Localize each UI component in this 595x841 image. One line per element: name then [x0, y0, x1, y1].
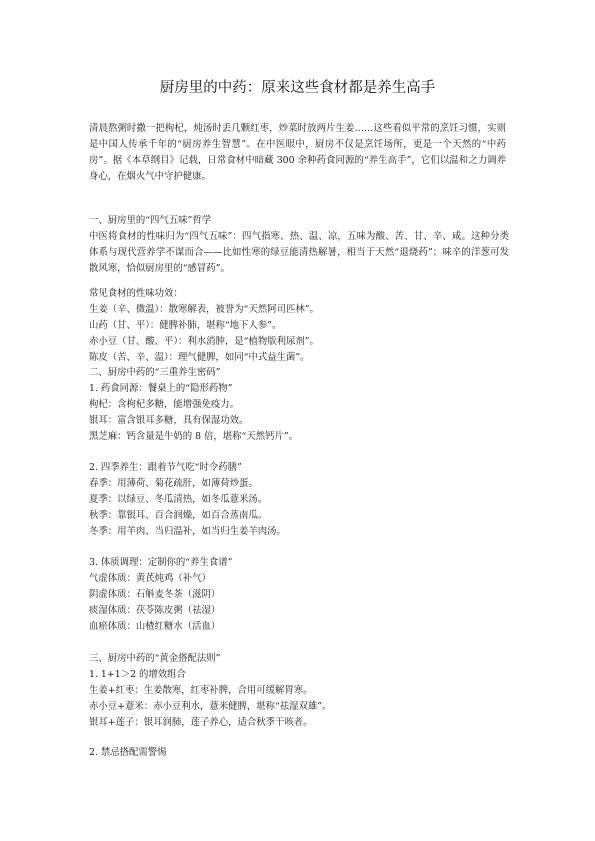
list-item: 秋季：靠银耳、百合润燥，如百合蒸南瓜。	[89, 510, 268, 521]
list-item: 血瘀体质：山楂红糖水（活血）	[89, 621, 221, 632]
list-item: 夏季：以绿豆、冬瓜清热，如冬瓜薏米汤。	[89, 494, 268, 505]
section-heading: 三、厨房中药的“黄金搭配法则”	[89, 653, 221, 664]
subsection-title: 1. 1+1＞2 的增效组合	[89, 669, 186, 680]
list-item: 春季：用薄荷、菊花疏肝，如薄荷炒蛋。	[89, 478, 258, 489]
list-item: 赤小豆+薏米：赤小豆利水，薏米健脾，堪称“祛湿双雄”。	[89, 701, 332, 712]
common-ingredients-list	[89, 286, 509, 366]
section-paragraph: 中医将食材的性味归为“四气五味”：四气指寒、热、温、凉，五味为酸、苦、甘、辛、咸。这种分类体系与现代营养学不谋而合——比如性寒的绿豆能清热解暑，相当于天然“退烧药”；味辛的洋葱可发散风寒，恰似厨房里的“感冒药”。	[89, 231, 509, 274]
list-item: 陈皮（苦、辛、温）：理气健脾，如同“中式益生菌”。	[89, 352, 310, 363]
section-three-codes	[89, 365, 509, 445]
list-item: 痰湿体质：茯苓陈皮粥（祛湿）	[89, 605, 221, 616]
section-four-qi	[89, 213, 509, 277]
list-item: 生姜（辛、微温）：散寒解表，被誉为“天然阿司匹林”。	[89, 304, 319, 315]
intro-paragraph: 清晨熬粥时撒一把枸杞，炖汤时丢几颗红枣，炒菜时放两片生姜……这些看似平常的烹饪习惯，实则是中国人传承千年的“厨房养生智慧”。在中医眼中，厨房不仅是烹饪场所，更是一个天然的“中药房”。据《本草纲目》记载，日常食材中暗藏 300 余种药食同源的“养生高手”，它们以温和之力调养身心，在烟火气中守护健康。	[89, 123, 506, 182]
constitution-list	[89, 555, 509, 635]
list-title: 常见食材的性味功效：	[89, 288, 183, 299]
subsection-title: 1. 药食同源：餐桌上的“隐形药物”	[89, 383, 233, 394]
list-item: 赤小豆（甘、酸、平）：利水消肿，是“植物版利尿剂”。	[89, 336, 319, 347]
subsection-title: 2. 禁忌搭配需警惕	[89, 747, 167, 758]
list-item: 枸杞：含枸杞多糖，能增强免疫力。	[89, 399, 240, 410]
page-title: 厨房里的中药：原来这些食材都是养生高手	[159, 80, 436, 96]
list-item: 银耳：富含银耳多糖，具有保湿功效。	[89, 415, 249, 426]
list-item: 阴虚体质：石斛麦冬茶（滋阴）	[89, 589, 221, 600]
list-item: 冬季：用羊肉、当归温补，如当归生姜羊肉汤。	[89, 526, 286, 537]
subsection-title: 2. 四季养生：跟着节气吃“时令药膳”	[89, 462, 242, 473]
taboo-combinations	[89, 745, 509, 761]
list-item: 银耳+莲子：银耳润肺，莲子养心，适合秋季干咳者。	[89, 717, 313, 728]
list-item: 气虚体质：黄芪炖鸡（补气）	[89, 573, 211, 584]
list-item: 山药（甘、平）：健脾补肺，堪称“地下人参”。	[89, 320, 282, 331]
subsection-title: 3. 体质调理：定制你的“养生食谱”	[89, 557, 233, 568]
section-heading: 一、厨房里的“四气五味”哲学	[89, 215, 212, 226]
list-item: 黑芝麻：钙含量是牛奶的 8 倍，堪称“天然钙片”。	[89, 431, 299, 442]
seasonal-list	[89, 460, 509, 540]
list-item: 生姜+红枣：生姜散寒，红枣补脾，合用可缓解胃寒。	[89, 685, 313, 696]
section-heading: 二、厨房中药的“三重养生密码”	[89, 367, 221, 378]
section-golden-rules	[89, 651, 509, 731]
